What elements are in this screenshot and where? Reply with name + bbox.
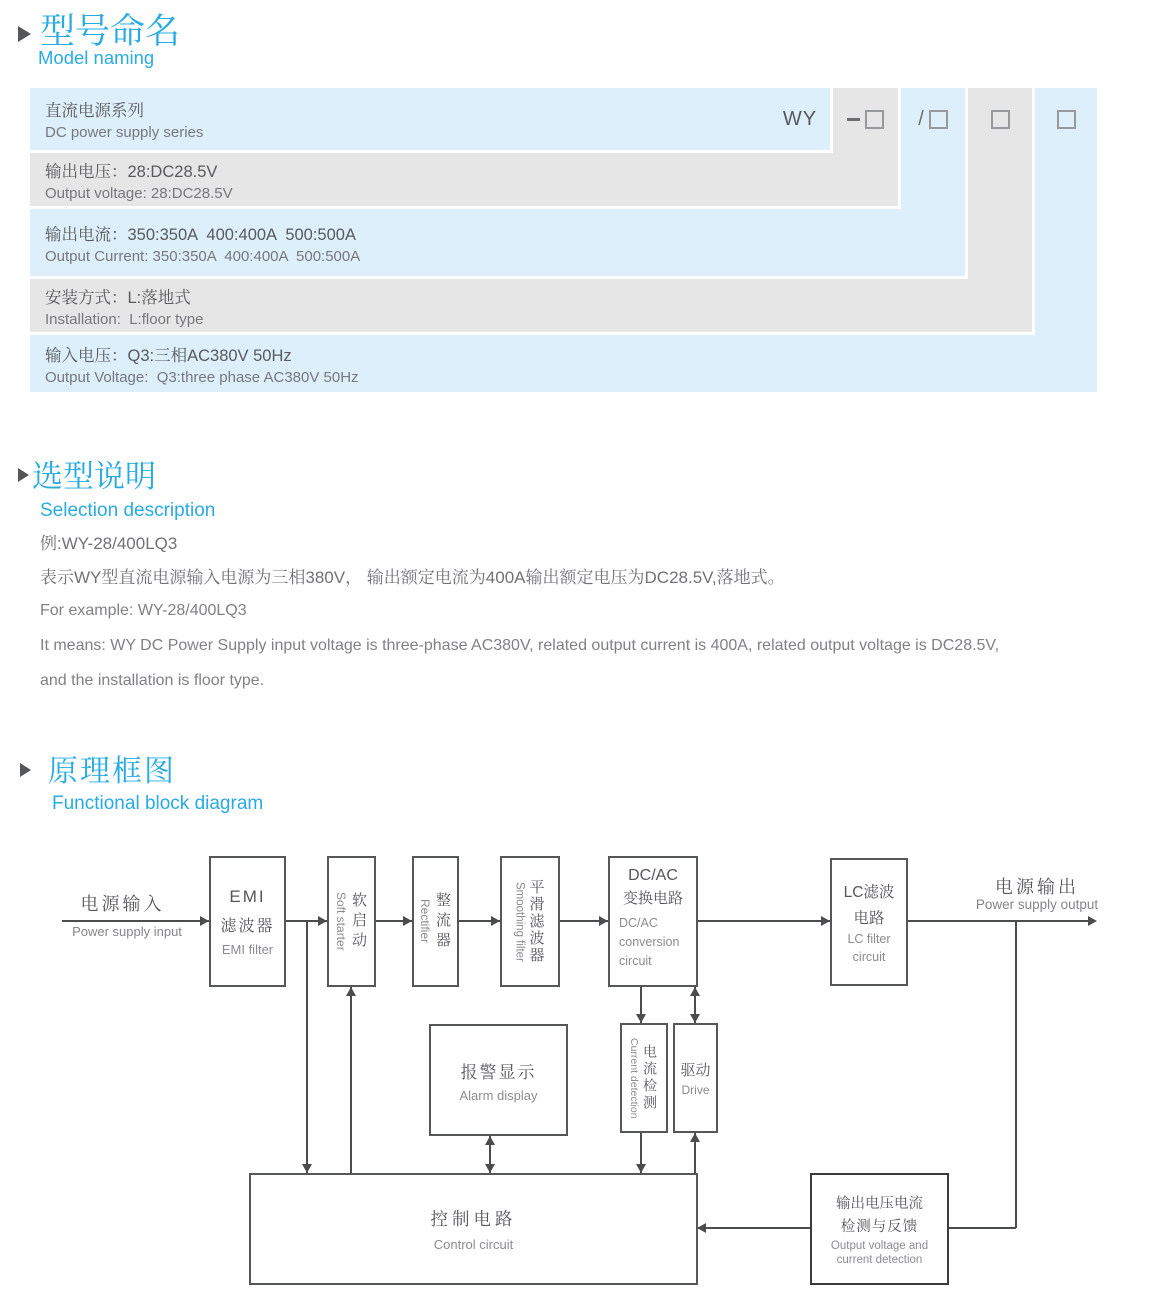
block-label-zh: 平滑滤波器 [527, 879, 545, 964]
block-label-en: Rectifier [418, 899, 432, 944]
row-label-en: Installation: L:floor type [45, 310, 204, 328]
block-label: LC滤波 [843, 884, 895, 901]
connector-line [62, 920, 209, 922]
model-naming-title-zh: 型号命名 [40, 12, 181, 51]
connector-line [350, 987, 352, 1173]
arrowhead [1088, 916, 1097, 926]
selection-meaning-en-2: and the installation is floor type. [40, 672, 265, 689]
code-cell-series [770, 88, 830, 150]
block-label: circuit [852, 950, 886, 964]
current-detection-block [620, 1023, 668, 1133]
arrowhead [821, 916, 830, 926]
block-label: DC/AC [628, 867, 678, 884]
block-label: LC filter [847, 932, 891, 946]
row-label-en: DC power supply series [45, 124, 204, 141]
arrowhead [491, 916, 500, 926]
block-label-zh: 驱动 [680, 1062, 711, 1079]
lc-filter-block [830, 858, 908, 986]
arrowhead [485, 1164, 495, 1173]
code-cell-input-voltage [1035, 88, 1097, 150]
row-label-zh: 输出电压：28:DC28.5V [45, 162, 218, 181]
output-label-zh: 电源输出 [995, 877, 1079, 897]
selection-example-en: For example: WY-28/400LQ3 [40, 602, 247, 619]
code-cell-voltage [833, 88, 898, 150]
section-bullet-icon [20, 763, 31, 777]
block-label: circuit [619, 953, 652, 968]
arrowhead [485, 1136, 495, 1145]
section-bullet-icon [18, 468, 29, 482]
rectifier-block [412, 856, 459, 987]
connector-line [306, 920, 308, 1173]
connector-line [1015, 921, 1017, 1228]
arrowhead [599, 916, 608, 926]
table-row [30, 335, 1097, 392]
slash-glyph: / [918, 107, 924, 130]
output-label-en: Power supply output [975, 897, 1099, 912]
dash-glyph [847, 118, 860, 121]
arrowhead [346, 987, 356, 996]
arrowhead [200, 916, 209, 926]
table-row [30, 209, 965, 276]
block-label-en: Soft starter [334, 892, 348, 951]
row-label-en: Output Current: 350:350A 400:400A 500:500A [45, 247, 361, 265]
emi-filter-block [209, 856, 286, 987]
soft-starter-block [327, 856, 376, 987]
arrowhead [697, 1223, 706, 1233]
block-label-zh: 整流器 [434, 891, 451, 952]
arrowhead [690, 987, 700, 996]
selection-meaning-zh: 表示WY型直流电源输入电源为三相380V， 输出额定电流为400A输出额定电压为DC28.5V,落地式。 [40, 568, 785, 587]
block-label: conversion [619, 934, 680, 949]
block-label: 检测与反馈 [840, 1219, 919, 1235]
table-row [30, 279, 1032, 332]
arrowhead [636, 1164, 646, 1173]
block-label-zh: 软启动 [350, 891, 367, 952]
diagram-title-en: Functional block diagram [52, 793, 264, 814]
input-label-zh: 电源输入 [80, 894, 165, 914]
block-label-en: Smoothing filter [513, 881, 526, 962]
block-label: DC/AC [619, 916, 658, 930]
diagram-title-zh: 原理框图 [48, 755, 176, 788]
model-naming-title-en: Model naming [38, 47, 155, 68]
placeholder-box-icon [865, 110, 884, 129]
arrowhead [690, 1014, 700, 1023]
smoothing-filter-block [500, 856, 560, 987]
output-detection-feedback-block [810, 1173, 949, 1285]
connector-line [697, 1227, 810, 1229]
block-label-en: Control circuit [433, 1237, 514, 1252]
table-row [30, 88, 830, 150]
connector-line [948, 1227, 1016, 1229]
block-label-en: Current detection [628, 1037, 640, 1119]
code-cell-installation [968, 88, 1032, 150]
block-label: 电路 [853, 910, 885, 927]
row-label-zh: 直流电源系列 [45, 102, 144, 120]
input-label-en: Power supply input [72, 924, 182, 939]
connector-line [908, 920, 1090, 922]
row-label-en: Output Voltage: Q3:three phase AC380V 50Hz [45, 368, 359, 386]
block-label: current detection [836, 1254, 923, 1266]
section-bullet-icon [18, 26, 31, 42]
placeholder-box-icon [929, 110, 948, 129]
connector-line [698, 920, 830, 922]
arrowhead [403, 916, 412, 926]
row-label-zh: 输入电压：Q3:三相AC380V 50Hz [45, 346, 292, 365]
placeholder-box-icon [1057, 110, 1076, 129]
block-label-en: Alarm display [459, 1087, 538, 1103]
block-label-en: Drive [681, 1083, 710, 1097]
selection-title-en: Selection description [40, 500, 216, 521]
block-sublabel [610, 910, 679, 970]
alarm-display-block [429, 1024, 568, 1136]
table-row [30, 153, 898, 206]
drive-block [673, 1023, 718, 1133]
block-label: EMI filter [221, 941, 274, 957]
row-label-zh: 安装方式：L:落地式 [45, 288, 191, 307]
code-series-label: WY [782, 107, 818, 130]
arrowhead [302, 1164, 312, 1173]
placeholder-box-icon [991, 110, 1010, 129]
arrowhead [690, 1133, 700, 1142]
arrowhead [318, 916, 327, 926]
block-label: EMI [229, 886, 266, 906]
block-label: 变换电路 [622, 890, 683, 907]
block-label-zh: 报警显示 [460, 1062, 537, 1082]
selection-meaning-en-1: It means: WY DC Power Supply input voltage is three-phase AC380V, related output current is 400A, related output voltage is DC28.5V, [40, 637, 1000, 654]
row-label-zh: 输出电流：350:350A 400:400A 500:500A [45, 225, 356, 244]
dcac-conversion-block [608, 856, 698, 987]
code-cell-current [901, 88, 965, 150]
block-label-zh: 控制电路 [430, 1209, 517, 1229]
selection-example-zh: 例:WY-28/400LQ3 [40, 534, 178, 553]
arrowhead [636, 1014, 646, 1023]
control-circuit-block [249, 1173, 698, 1285]
block-label: 滤波器 [220, 917, 275, 935]
block-label: 输出电压电流 [836, 1196, 923, 1212]
block-label: Output voltage and [830, 1240, 929, 1252]
row-label-en: Output voltage: 28:DC28.5V [45, 184, 233, 202]
block-label-zh: 电流检测 [642, 1044, 658, 1112]
selection-title-zh: 选型说明 [32, 459, 156, 494]
